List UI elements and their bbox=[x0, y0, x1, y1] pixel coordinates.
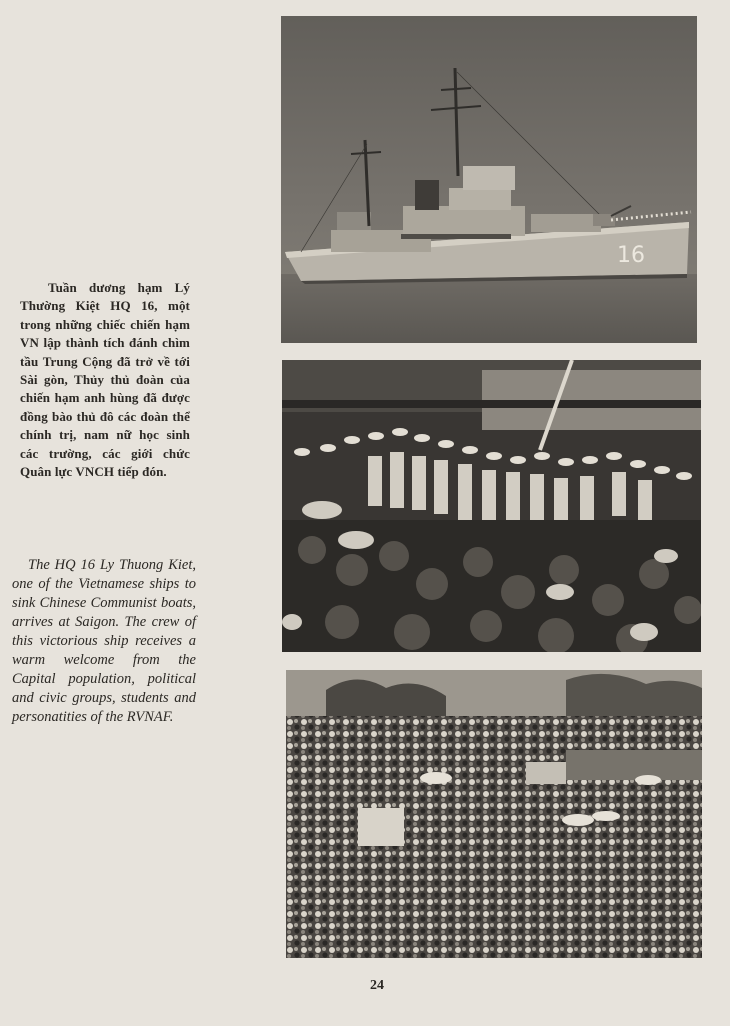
crew-welcome-drawing bbox=[282, 360, 701, 652]
english-caption: The HQ 16 Ly Thuong Kiet, one of the Vietnamese ships to sink Chinese Communist boats, arrives at Saigon. The crew of this victorious ship receives a warm welcome from the Capital population, political and civic groups, students and personatities of the RVNAF. bbox=[12, 556, 196, 726]
ship-photo-drawing bbox=[281, 16, 697, 343]
vietnamese-caption: Tuần dương hạm Lý Thường Kiệt HQ 16, một trong những chiếc chiến hạm VN lập thành tích đánh chìm tầu Trung Cộng đã trở về tới Sài gòn, Thủy thủ đoàn của chiến hạm anh hùng đã được đồng bào thủ đô các đoàn thể chính trị, nam nữ học sinh các trường, các giới chức Quân lực VNCH tiếp đón. bbox=[20, 280, 190, 480]
ship-photo bbox=[281, 16, 697, 343]
page-number: 24 bbox=[370, 978, 384, 993]
crowd-photo bbox=[286, 670, 702, 958]
hull-number: 16 bbox=[617, 243, 645, 268]
crowd-drawing bbox=[286, 670, 702, 958]
crew-welcome-photo bbox=[282, 360, 701, 652]
